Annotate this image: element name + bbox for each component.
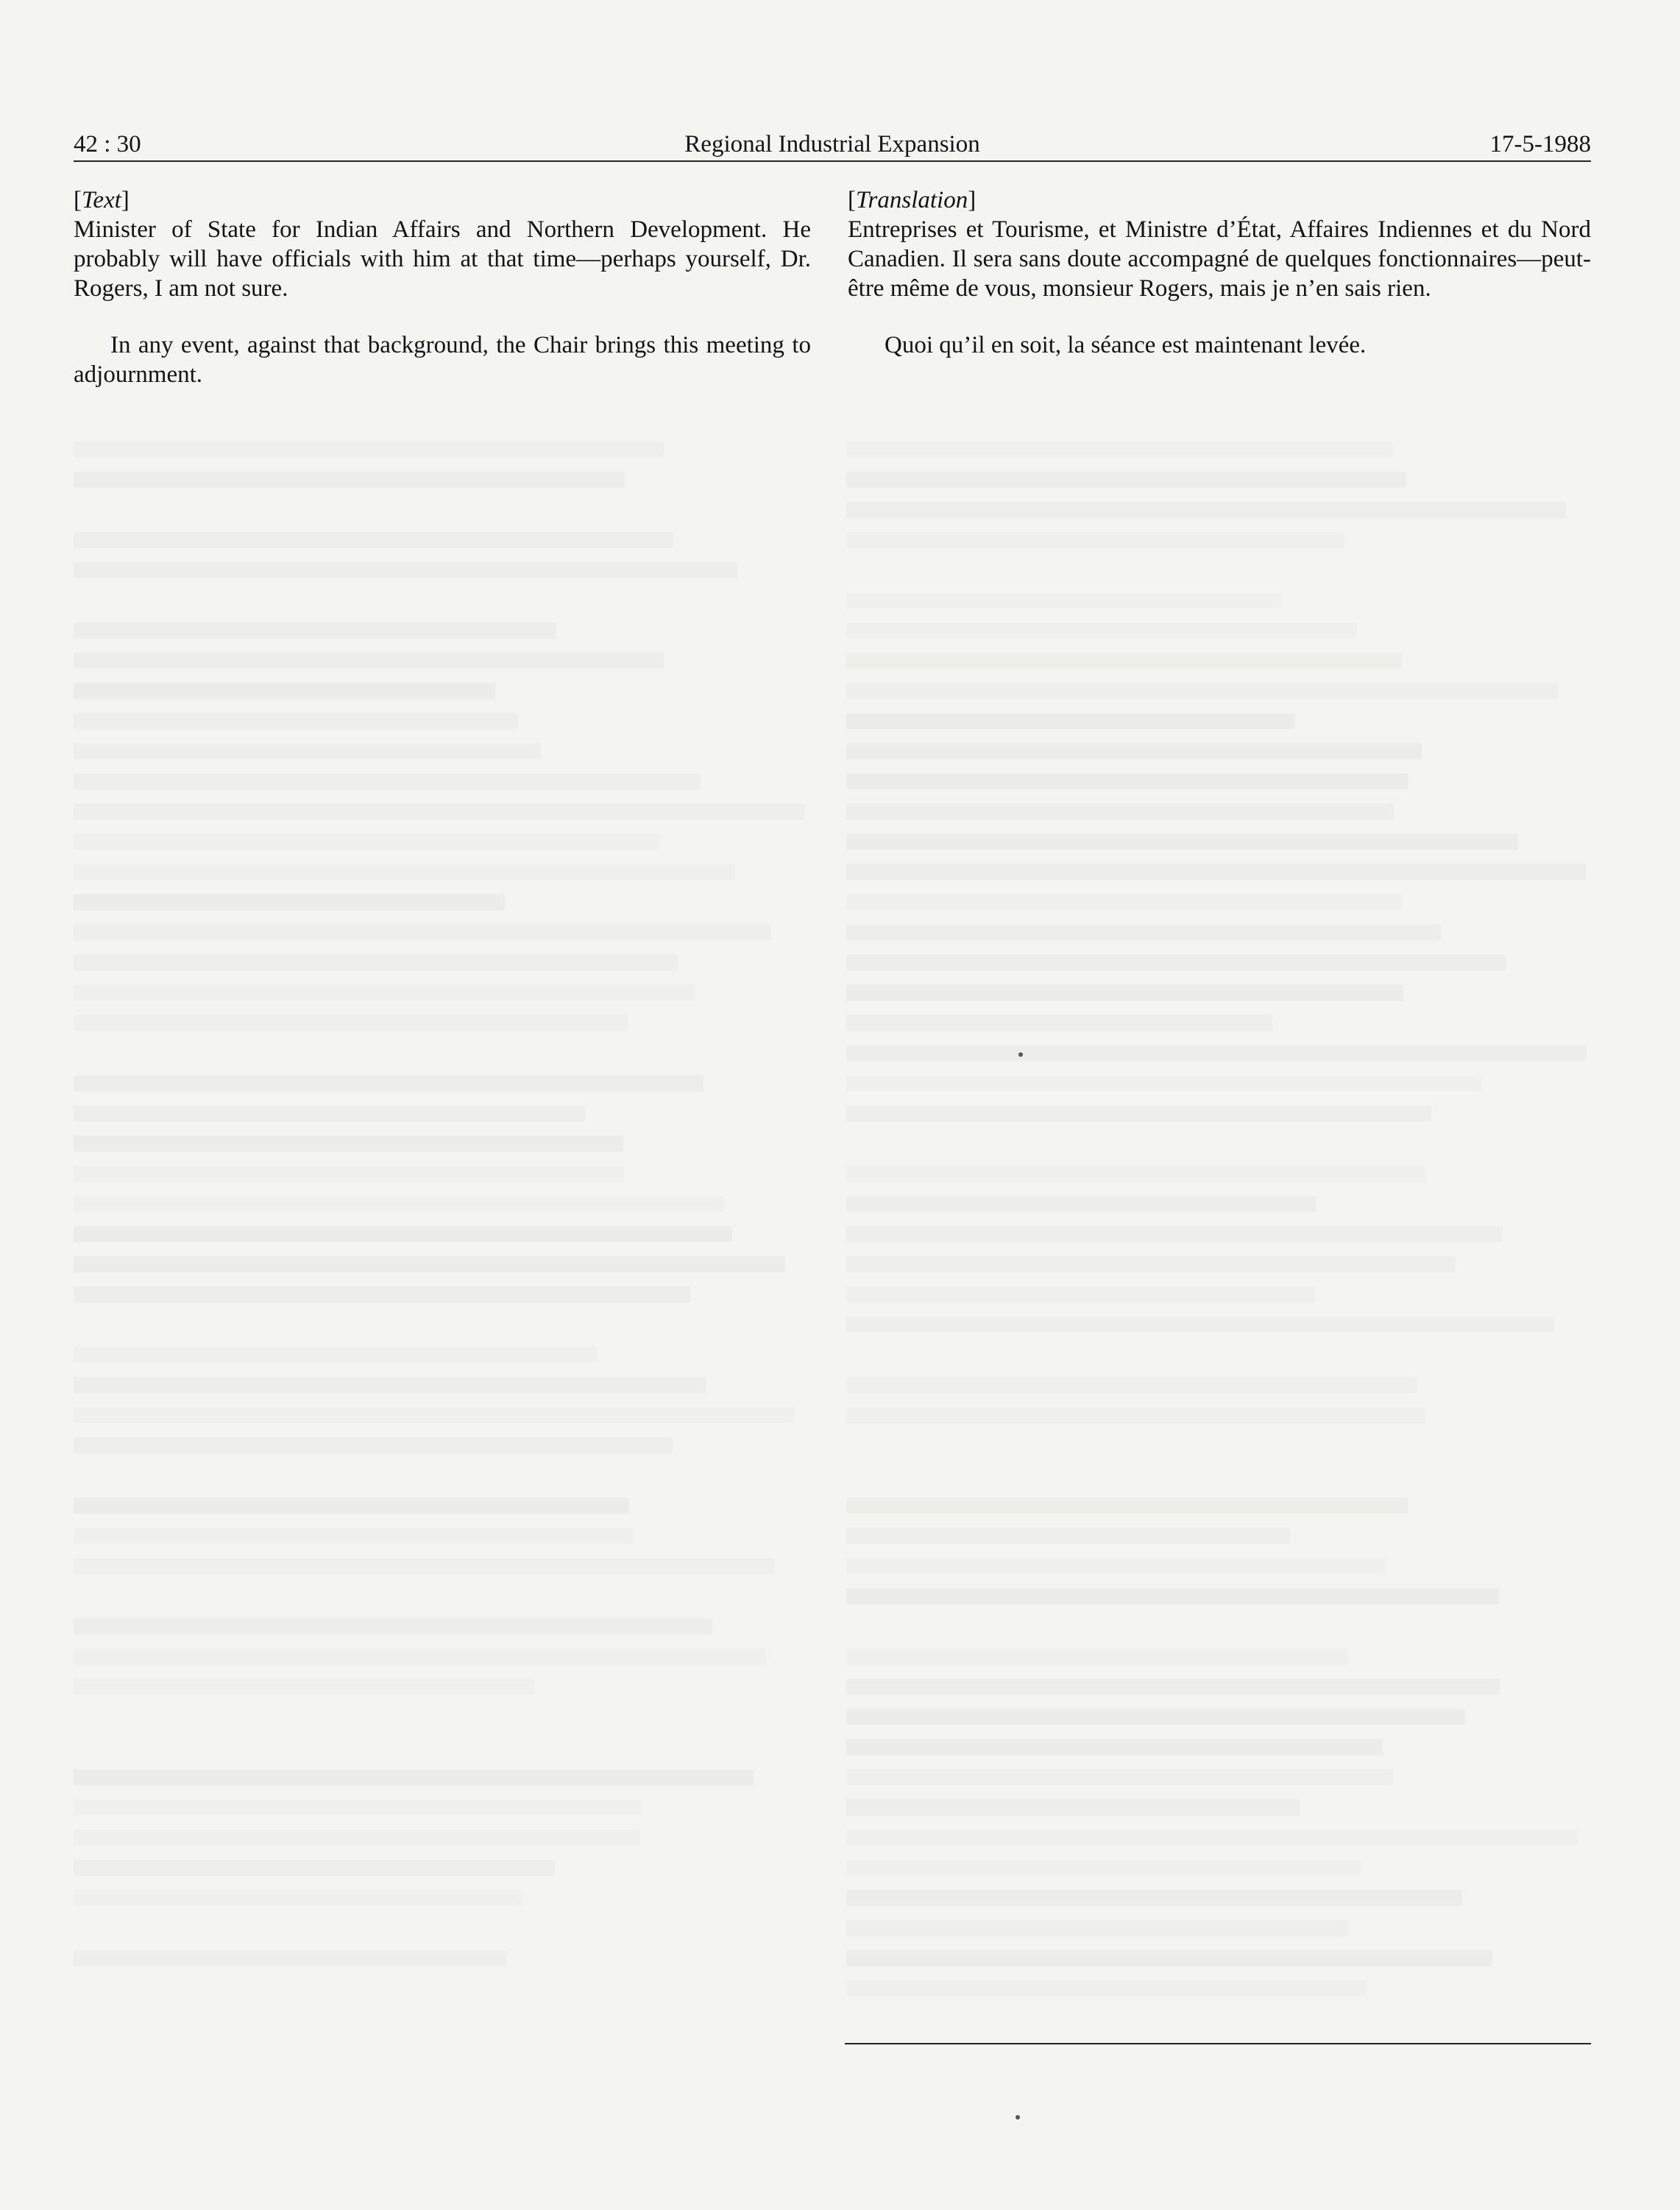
paragraph: Minister of State for Indian Affairs and Northern Development. He probably will have officials with him at that time—perhaps yourself, Dr. Rogers, I am not sure. <box>74 216 811 302</box>
bleed-through-line <box>74 1860 555 1876</box>
bleed-through-line <box>846 924 1441 941</box>
bleed-through-line <box>846 1799 1300 1816</box>
bleed-through-line <box>846 1950 1492 1966</box>
bleed-through-line <box>74 1830 640 1846</box>
bleed-through-line <box>846 894 1403 910</box>
bleed-through-line <box>74 804 805 820</box>
bleed-through-line <box>846 1286 1315 1303</box>
speck <box>1016 2115 1020 2119</box>
running-title: Regional Industrial Expansion <box>684 131 980 157</box>
bleed-through-line <box>74 1347 597 1363</box>
bleed-through-line <box>74 1136 623 1152</box>
section-tag-translation: [Translation] <box>848 187 977 213</box>
bleed-through-line <box>846 1528 1290 1544</box>
bleed-through-line <box>74 1890 523 1906</box>
bleed-through-line <box>74 1648 766 1665</box>
bleed-through-line <box>74 1950 507 1966</box>
bleed-through-line <box>846 653 1402 669</box>
bleed-through-line <box>74 773 701 790</box>
bleed-through-line <box>846 502 1566 518</box>
bleed-through-line <box>74 985 695 1001</box>
bleed-through-line <box>74 1558 775 1574</box>
bleed-through-line <box>74 1166 624 1182</box>
bleed-through-line <box>846 1105 1431 1122</box>
bleed-through-line <box>74 1286 690 1303</box>
bleed-through-line <box>74 472 625 488</box>
bleed-through-line <box>74 924 771 941</box>
bleed-through-line <box>846 683 1558 699</box>
bleed-through-line <box>846 1890 1462 1906</box>
bleed-through-line <box>74 442 664 458</box>
bleed-through-line <box>846 1317 1554 1333</box>
bleed-through-line <box>846 1648 1348 1665</box>
bleed-through-line <box>846 623 1357 639</box>
bleed-through-line <box>74 1377 706 1393</box>
bleed-through-line <box>846 1558 1386 1574</box>
bleed-through-line <box>74 743 541 759</box>
french-column <box>848 185 1591 360</box>
bleed-through-line <box>846 955 1506 971</box>
bleed-through-line <box>846 1830 1578 1846</box>
closing-rule <box>845 2043 1591 2044</box>
bleed-through-line <box>74 955 678 971</box>
bleed-through-line <box>74 834 659 850</box>
section-tag-label: Text <box>82 187 121 213</box>
bleed-through-line <box>846 864 1586 880</box>
english-column <box>74 185 811 389</box>
bleed-through-line <box>846 1980 1367 1997</box>
bleed-through-line <box>846 472 1406 488</box>
paragraph: In any event, against that background, the Chair brings this meeting to adjournment. <box>74 332 811 388</box>
header-rule <box>74 160 1591 162</box>
bleed-through-line <box>846 1256 1456 1272</box>
bleed-through-line <box>846 1226 1503 1242</box>
page-number: 42 : 30 <box>74 131 141 157</box>
running-header <box>74 125 1591 162</box>
bleed-through-line <box>74 1256 785 1272</box>
bleed-through-line <box>74 864 734 880</box>
bleed-through-line <box>74 683 495 699</box>
section-tag-text: [Text] <box>74 187 130 213</box>
bleed-through-line <box>74 1498 629 1514</box>
bleed-through-line <box>74 1618 712 1635</box>
bleed-through-line <box>846 743 1422 759</box>
bleed-through-line <box>846 773 1408 790</box>
header-date: 17-5-1988 <box>1489 131 1591 157</box>
bleed-through-line <box>846 834 1518 850</box>
bleed-through-line <box>74 1528 634 1544</box>
bleed-through-line <box>846 1045 1587 1061</box>
bleed-through-line <box>846 1166 1427 1182</box>
bleed-through-line <box>846 1377 1417 1393</box>
bleed-through-line <box>846 1739 1383 1755</box>
bleed-through-line <box>846 1196 1316 1212</box>
bleed-through-line <box>74 1226 732 1242</box>
bleed-through-texture <box>74 442 1591 2024</box>
bleed-through-line <box>846 804 1394 820</box>
bleed-through-line <box>74 1407 795 1423</box>
bleed-through-line <box>846 1709 1465 1725</box>
bleed-through-line <box>74 1015 628 1031</box>
bleed-through-line <box>846 592 1283 609</box>
bleed-through-line <box>74 1105 586 1122</box>
bleed-through-line <box>74 1075 703 1091</box>
speck <box>1018 1052 1023 1057</box>
bleed-through-line <box>846 1498 1408 1514</box>
bleed-through-line <box>74 713 518 729</box>
bleed-through-line <box>846 1407 1425 1423</box>
bleed-through-line <box>74 653 664 669</box>
bleed-through-line <box>74 1769 754 1785</box>
bleed-through-line <box>846 1015 1272 1031</box>
bleed-through-line <box>846 1588 1499 1604</box>
bleed-through-line <box>846 532 1344 548</box>
bleed-through-line <box>74 1437 673 1453</box>
bleed-through-line <box>74 1679 534 1695</box>
section-tag-label: Translation <box>856 187 968 213</box>
bleed-through-line <box>74 1799 642 1816</box>
bleed-through-line <box>74 1196 724 1212</box>
paragraph: Entreprises et Tourisme, et Ministre d’État, Affaires Indiennes et du Nord Canadien. Il sera sans doute accompagné de quelques fonctionnaires—peut-être même de vous, monsieur Rogers, mais je n’en sais rien. <box>848 216 1591 302</box>
bleed-through-line <box>74 532 673 548</box>
bleed-through-line <box>846 1920 1347 1936</box>
bleed-through-line <box>74 562 737 578</box>
bleed-through-line <box>846 1769 1393 1785</box>
paragraph: Quoi qu’il en soit, la séance est maintenant levée. <box>885 332 1367 358</box>
bleed-through-line <box>846 442 1394 458</box>
bleed-through-line <box>846 713 1295 729</box>
bleed-through-line <box>846 985 1403 1001</box>
bleed-through-line <box>846 1860 1362 1876</box>
bleed-through-line <box>846 1075 1481 1091</box>
bleed-through-line <box>74 623 556 639</box>
bleed-through-line <box>846 1679 1500 1695</box>
bleed-through-line <box>74 894 505 910</box>
